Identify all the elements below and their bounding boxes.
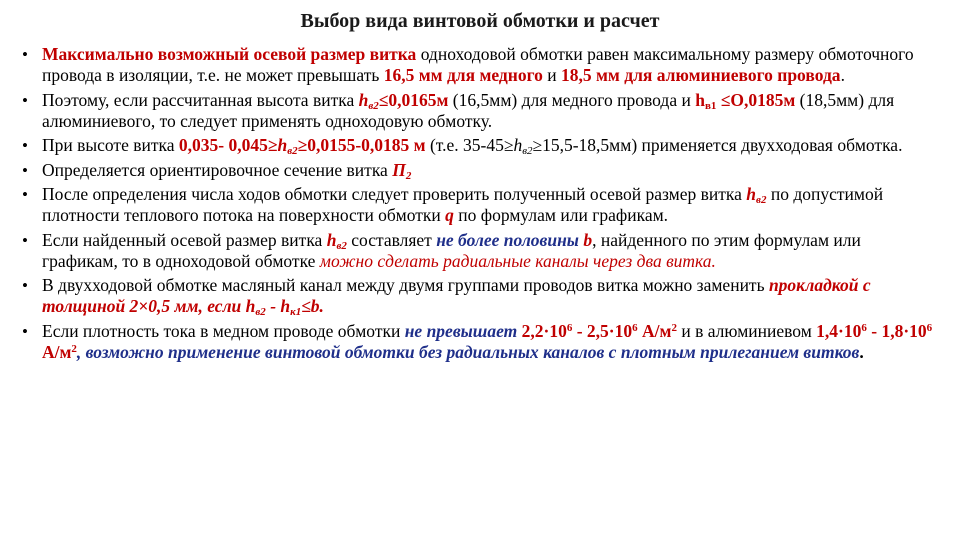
bullet-dot-icon: • [22,45,28,64]
text-segment: (18,5мм) для алюминиевого, то следует применять одноходовую обмотку. [42,89,895,131]
text-segment: ≤b. [301,296,324,316]
text-segment: по формулам или графикам. [453,205,669,225]
superscript: 2 [71,342,77,355]
text-segment: h [358,89,369,110]
bullet-item-4 [22,160,938,181]
text-segment: h [513,135,523,155]
text-segment: h [277,135,288,155]
text-segment: ≤О,0185м [720,89,796,110]
bullet-dot-icon: • [22,321,28,341]
superscript: 6 [861,321,867,334]
text-segment: При высоте витка [42,135,179,155]
bullet-dot-icon: • [22,160,28,180]
text-segment: h [695,89,705,110]
text-segment: - 1,8·10 [866,320,927,341]
bullet-item-8 [22,321,938,363]
text-segment: , найденного по этим формулам или графикам, то в одноходовой обмотке [42,229,861,271]
text-segment: Если плотность тока в медном проводе обмотки [42,320,405,341]
text-segment: 0,035- 0,045≥ [178,135,278,155]
text-segment: 1,4·10 [816,320,862,341]
text-segment: Определяется ориентировочное сечение витка [42,159,393,180]
subscript: в2 [522,145,533,157]
subscript: в2 [336,239,347,252]
text-segment: h [746,184,757,204]
text-segment: (16,5мм) для медного провода и [448,89,696,110]
bullet-dot-icon: • [22,185,28,204]
text-segment: 18,5 мм для алюминиевого провода [561,65,841,85]
text-segment: Максимально возможный осевой размер витка [42,44,417,64]
text-segment: . [840,65,845,85]
subscript: к1 [290,306,302,318]
text-segment: можно сделать радиальные каналы через два витка. [319,250,716,271]
text-segment: ≤0,0165м [378,89,449,110]
bullet-dot-icon: • [22,90,28,110]
superscript: 6 [566,321,573,334]
bullet-item-2 [22,90,938,132]
bullet-dot-icon: • [22,276,28,295]
subscript: 2 [405,169,412,182]
subscript: в2 [255,306,266,318]
text-segment: не превышает [404,320,522,341]
text-segment: А/м [637,320,672,341]
subscript: в2 [368,99,379,112]
text-segment: . [859,341,864,362]
text-segment: 2,2·10 [521,320,567,341]
subscript: в2 [287,145,298,157]
superscript: 2 [671,321,677,334]
text-segment: b [583,229,593,250]
slide-title: Выбор вида винтовой обмотки и расчет [300,10,660,32]
text-segment: П [392,159,406,180]
text-segment: одноходовой обмотки равен максимальному размеру обмоточного провода в изоляции, т.е. не может превышать [42,44,914,85]
bullet-list [22,44,938,366]
superscript: 6 [632,321,638,334]
text-segment: и [542,65,561,85]
text-segment: (т.е. 35-45≥ [425,135,514,155]
superscript: 6 [926,321,933,334]
bullet-item-1 [22,44,938,86]
bullet-item-6 [22,230,938,272]
text-segment: Поэтому, если рассчитанная высота витка [42,89,359,110]
bullet-dot-icon: • [22,136,28,155]
text-segment: - 2,5·10 [572,320,633,341]
text-segment: ≥0,0155-0,0185 м [297,135,426,155]
text-segment: 16,5 мм для медного [383,65,543,85]
bullet-item-5 [22,184,938,226]
text-segment: прокладкой с толщиной 2×0,5 мм, если h [42,275,871,316]
bullet-dot-icon: • [22,230,28,250]
text-segment: ≥15,5-18,5мм) применяется двухходовая обмотка. [532,135,903,155]
subscript: в2 [756,194,767,206]
bullet-item-3 [22,135,938,156]
text-segment: После определения числа ходов обмотки следует проверить полученный осевой размер витка [42,184,747,204]
text-segment: А/м [42,341,72,362]
text-segment: В двухходовой обмотке масляный канал между двумя группами проводов витка можно заменить [42,275,769,295]
text-segment: составляет [346,229,437,250]
text-segment: , возможно применение винтовой обмотки без радиальных каналов с плотным прилеганием витков [76,341,860,362]
text-segment: q [445,205,454,225]
bullet-item-7 [22,275,938,317]
text-segment: и в алюминиевом [676,320,817,341]
text-segment: h [326,229,337,250]
text-segment: Если найденный осевой размер витка [42,229,327,250]
text-segment: по допустимой плотности теплового потока на поверхности обмотки [42,184,884,225]
subscript: в1 [704,99,717,112]
text-segment: - h [265,296,291,316]
text-segment: не более половины [436,229,584,250]
